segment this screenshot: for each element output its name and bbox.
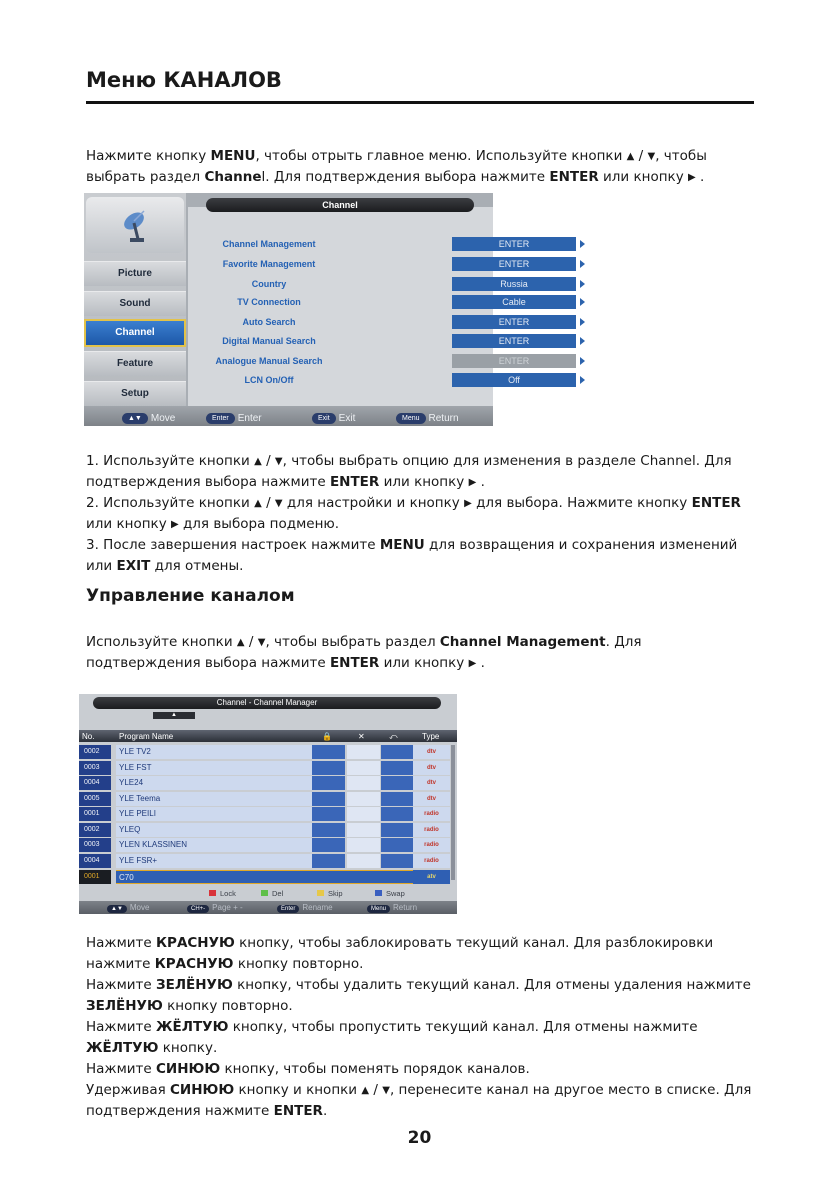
- right-arrow-icon: ▶: [170, 519, 179, 530]
- channel-menu-screenshot: [84, 193, 530, 426]
- footer-enter: Enter Enter: [206, 410, 262, 422]
- col-type: Type: [422, 732, 440, 741]
- yellow-square-icon: [317, 890, 324, 896]
- menu-row-value[interactable]: ENTER: [452, 237, 576, 251]
- delete-icon: ✕: [358, 732, 365, 741]
- menu-row-value[interactable]: Russia: [452, 277, 576, 291]
- table-row[interactable]: 0004 YLE24 dtv: [79, 776, 457, 791]
- up-arrow-icon: ▲: [254, 498, 262, 509]
- sidebar-item-channel[interactable]: Channel: [84, 319, 186, 347]
- col-no: No.: [82, 732, 95, 741]
- up-arrow-icon: ▲: [236, 637, 245, 648]
- menu-row-value[interactable]: ENTER: [452, 257, 576, 271]
- legend-del: Del: [261, 889, 283, 898]
- menu-row-value[interactable]: ENTER: [452, 354, 576, 368]
- right-arrow-icon: [580, 376, 585, 384]
- channel-manager-screenshot: [79, 694, 457, 914]
- footer-return: Menu Return: [367, 903, 417, 913]
- sidebar-item-setup[interactable]: Setup: [84, 381, 186, 406]
- menu-row-label: LCN On/Off: [244, 375, 294, 385]
- legend-skip: Skip: [317, 889, 343, 898]
- menu-row-value[interactable]: Off: [452, 373, 576, 387]
- menu-row-channel-management[interactable]: [188, 235, 530, 253]
- menu-row-label: Auto Search: [242, 317, 296, 327]
- sidebar-item-feature[interactable]: Feature: [84, 351, 186, 376]
- menu-footer: [84, 406, 493, 426]
- steps-paragraph: 1. Используйте кнопки ▲ / ▼, чтобы выбрать опцию для изменения в разделе Channel. Для подтверждения выбора нажмите ENTER или кнопку ▶ . 2. Используйте кнопки ▲ / ▼ для настройки и кнопку ▶ для выбора. Нажмите кнопку ENTER или кнопку ▶ для выбора подменю. 3. После завершения настроек нажмите MENU для возвращения и сохранения изменений или EXIT для отмены.: [86, 453, 741, 574]
- menu-row-tv-connection[interactable]: [188, 293, 526, 311]
- table-row[interactable]: 0003 YLEN KLASSINEN radio: [79, 838, 457, 853]
- col-program-name: Program Name: [119, 732, 174, 741]
- footer-move: ▲▼ Move: [107, 903, 149, 913]
- table-row-selected[interactable]: 0001 C70 atv: [79, 870, 457, 885]
- right-arrow-icon: [580, 357, 585, 365]
- menu-row-label: Analogue Manual Search: [215, 356, 323, 366]
- menu-row-favorite-management[interactable]: [188, 255, 530, 273]
- color-buttons-paragraph: Нажмите КРАСНУЮ кнопку, чтобы заблокировать текущий канал. Для разблокировки нажмите КРАСНУЮ кнопку повторно. Нажмите ЗЕЛЁНУЮ кнопку, чтобы удалить текущий канал. Для отмены удаления нажмите ЗЕЛЁНУЮ кнопку повторно. Нажмите ЖЁЛТУЮ кнопку, чтобы пропустить текущий канал. Для отмены нажмите ЖЁЛТУЮ кнопку. Нажмите СИНЮЮ кнопку, чтобы поменять порядок каналов. Удерживая СИНЮЮ кнопку и кнопки ▲ / ▼, перенесите канал на другое место в списке. Для подтверждения нажмите ENTER.: [86, 935, 752, 1119]
- table-row[interactable]: 0003 YLE FST dtv: [79, 761, 457, 776]
- footer-move: ▲▼ Move: [122, 410, 175, 422]
- section-title: Управление каналом: [86, 586, 295, 606]
- menu-row-label: TV Connection: [237, 297, 301, 307]
- right-arrow-icon: ▶: [468, 658, 477, 669]
- table-row[interactable]: 0002 YLEQ radio: [79, 823, 457, 838]
- table-row[interactable]: 0005 YLE Teema dtv: [79, 792, 457, 807]
- down-arrow-icon: ▼: [274, 456, 283, 467]
- table-header: [79, 730, 457, 742]
- menu-row-label: Country: [251, 279, 287, 289]
- footer-rename: Enter Rename: [277, 903, 333, 913]
- menu-row-auto-search[interactable]: [188, 313, 530, 331]
- right-arrow-icon: [580, 260, 585, 268]
- table-row[interactable]: 0002 YLE TV2 dtv: [79, 745, 457, 760]
- right-arrow-icon: [580, 298, 585, 306]
- footer-exit: Exit Exit: [312, 410, 355, 422]
- scrollbar[interactable]: [451, 745, 455, 880]
- page-title: Меню КАНАЛОВ: [86, 68, 282, 92]
- menu-row-value[interactable]: ENTER: [452, 315, 576, 329]
- down-arrow-icon: ▼: [647, 151, 656, 162]
- green-square-icon: [261, 890, 268, 896]
- skip-icon: ⤺: [389, 732, 398, 741]
- right-arrow-icon: ▶: [464, 498, 472, 509]
- menu-icon-panel: [86, 197, 184, 253]
- right-arrow-icon: ▶: [688, 172, 696, 183]
- up-arrow-icon: ▲: [254, 456, 262, 467]
- table-row[interactable]: 0004 YLE FSR+ radio: [79, 854, 457, 869]
- menu-row-analogue-manual-search[interactable]: [188, 352, 530, 370]
- footer-page: CH+- Page + -: [187, 903, 243, 913]
- right-arrow-icon: [580, 337, 585, 345]
- intro-paragraph: Нажмите кнопку MENU, чтобы отрыть главное меню. Используйте кнопки ▲ / ▼, чтобы выбрать раздел Channel. Для подтверждения выбора нажмите ENTER или кнопку ▶ .: [86, 146, 758, 188]
- title-underline: [86, 101, 754, 104]
- down-arrow-icon: ▼: [257, 637, 266, 648]
- legend-lock: Lock: [209, 889, 236, 898]
- right-arrow-icon: [580, 318, 585, 326]
- up-arrow-icon: ▲: [626, 151, 635, 162]
- menu-row-label: Channel Management: [222, 239, 316, 249]
- manager-header: Channel - Channel Manager: [93, 697, 441, 709]
- section2-intro: Используйте кнопки ▲ / ▼, чтобы выбрать раздел Channel Management. Для подтверждения выбора нажмите ENTER или кнопку ▶ .: [86, 632, 758, 674]
- menu-row-value[interactable]: Cable: [452, 295, 576, 309]
- right-arrow-icon: [580, 280, 585, 288]
- menu-row-lcn-on-off[interactable]: [188, 371, 520, 389]
- menu-row-label: Digital Manual Search: [222, 336, 316, 346]
- blue-square-icon: [375, 890, 382, 896]
- page-up-tab[interactable]: ▲: [153, 712, 195, 719]
- lock-icon: 🔒: [322, 732, 332, 741]
- page-number: 20: [407, 1128, 432, 1148]
- satellite-dish-icon: [120, 205, 152, 245]
- red-square-icon: [209, 890, 216, 896]
- right-arrow-icon: [580, 240, 585, 248]
- sidebar-item-sound[interactable]: Sound: [84, 291, 186, 316]
- legend-swap: Swap: [375, 889, 405, 898]
- up-arrow-icon: ▲: [361, 1085, 370, 1096]
- table-row[interactable]: 0001 YLE PEILI radio: [79, 807, 457, 822]
- menu-row-value[interactable]: ENTER: [452, 334, 576, 348]
- down-arrow-icon: ▼: [274, 498, 283, 509]
- footer-return: Menu Return: [396, 410, 459, 422]
- right-arrow-icon: ▶: [468, 477, 477, 488]
- down-arrow-icon: ▼: [382, 1085, 390, 1096]
- menu-row-label: Favorite Management: [222, 259, 316, 269]
- menu-header: Channel: [206, 198, 474, 212]
- menu-row-digital-manual-search[interactable]: [188, 332, 530, 350]
- manager-footer: [79, 901, 457, 914]
- menu-row-country[interactable]: [188, 275, 528, 293]
- sidebar-item-picture[interactable]: Picture: [84, 261, 186, 286]
